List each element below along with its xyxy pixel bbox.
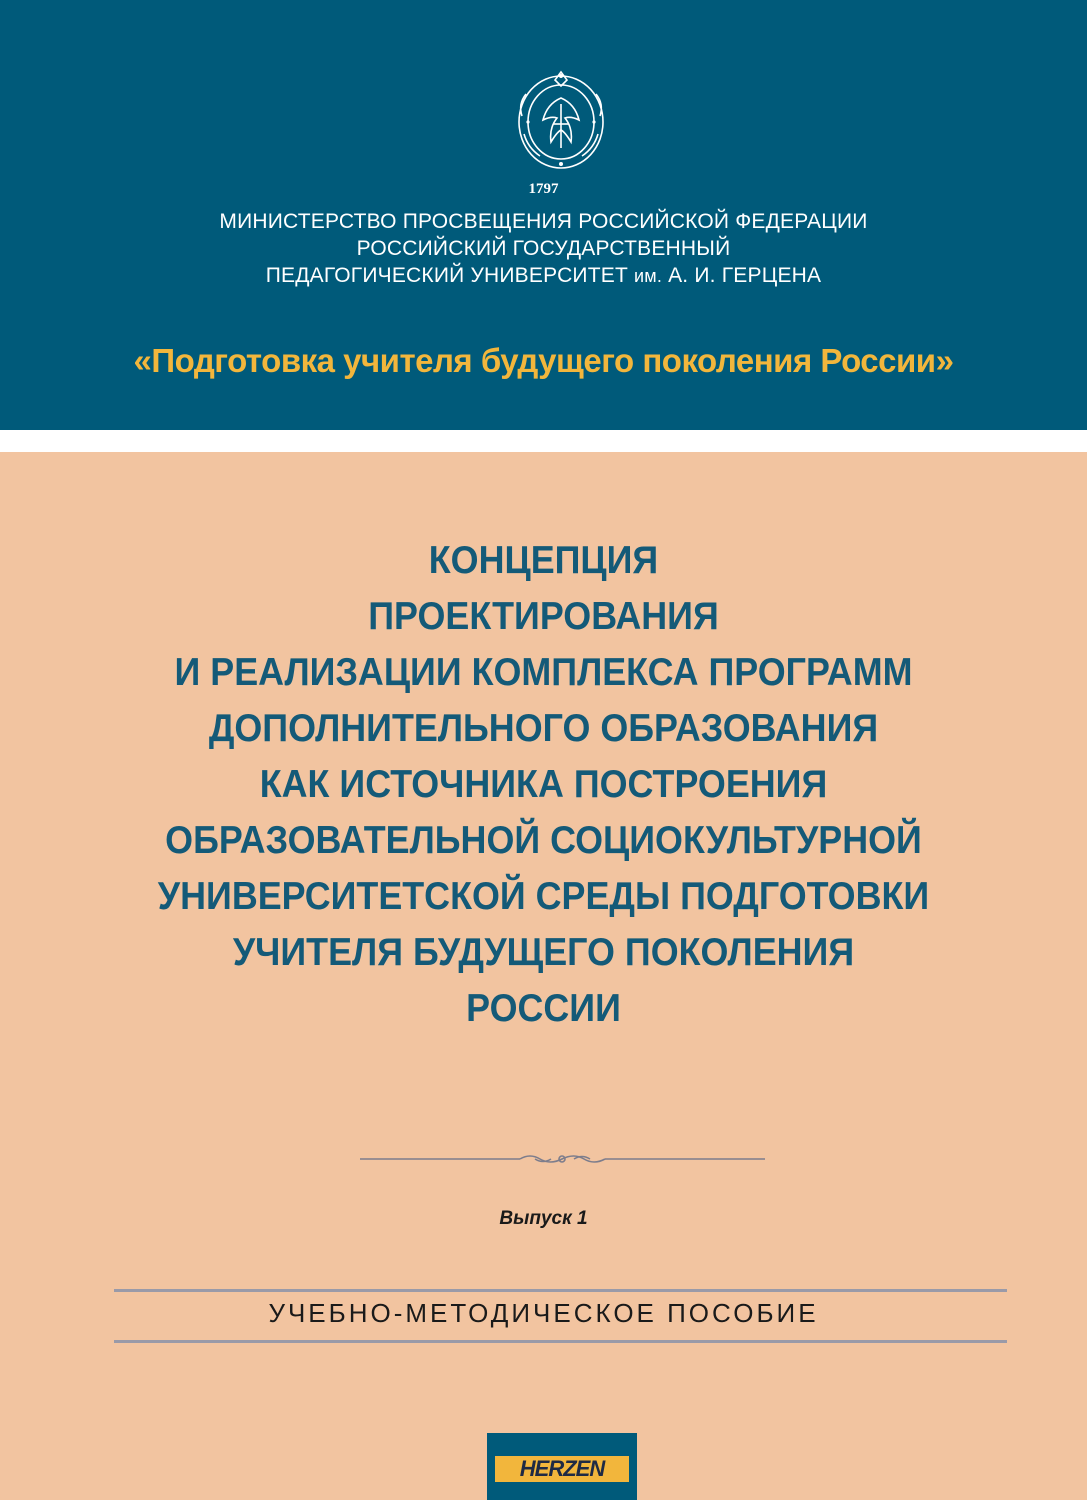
title-line: И РЕАЛИЗАЦИИ КОМПЛЕКСА ПРОГРАММ (174, 651, 913, 694)
title-line: ПРОЕКТИРОВАНИЯ (368, 595, 719, 638)
university-name-line2-im: им. (634, 266, 663, 286)
issue-number: Выпуск 1 (499, 1208, 588, 1229)
university-name-line2-end: А. И. ГЕРЦЕНА (662, 264, 822, 287)
title-line: КОНЦЕПЦИЯ (428, 539, 659, 582)
title-line: ОБРАЗОВАТЕЛЬНОЙ СОЦИОКУЛЬТУРНОЙ (165, 819, 922, 862)
ornamental-divider-icon (360, 1152, 765, 1166)
founding-year: 1797 (528, 181, 559, 197)
publisher-logo (487, 1433, 637, 1500)
title-line: КАК ИСТОЧНИКА ПОСТРОЕНИЯ (259, 763, 828, 806)
university-name-line2-main: ПЕДАГОГИЧЕСКИЙ УНИВЕРСИТЕТ (265, 264, 635, 287)
white-divider-strip (0, 430, 1087, 452)
university-name-line1: РОССИЙСКИЙ ГОСУДАРСТВЕННЫЙ (356, 237, 731, 260)
bottom-rule (114, 1340, 1007, 1343)
university-name-line2 (0, 263, 1087, 289)
title-line: УНИВЕРСИТЕТСКОЙ СРЕДЫ ПОДГОТОВКИ (157, 875, 930, 918)
document-type: УЧЕБНО-МЕТОДИЧЕСКОЕ ПОСОБИЕ (268, 1298, 819, 1328)
publisher-logo-text: HERZEN (495, 1456, 629, 1482)
series-title: «Подготовка учителя будущего поколения России» (133, 342, 954, 379)
university-seal-icon (506, 64, 616, 174)
ministry-name: МИНИСТЕРСТВО ПРОСВЕЩЕНИЯ РОССИЙСКОЙ ФЕДЕРАЦИИ (219, 210, 868, 233)
top-rule (114, 1289, 1007, 1292)
title-line: РОССИИ (466, 987, 621, 1030)
book-title (43, 533, 1043, 1037)
title-line: УЧИТЕЛЯ БУДУЩЕГО ПОКОЛЕНИЯ (232, 931, 855, 974)
title-line: ДОПОЛНИТЕЛЬНОГО ОБРАЗОВАНИЯ (208, 707, 879, 750)
